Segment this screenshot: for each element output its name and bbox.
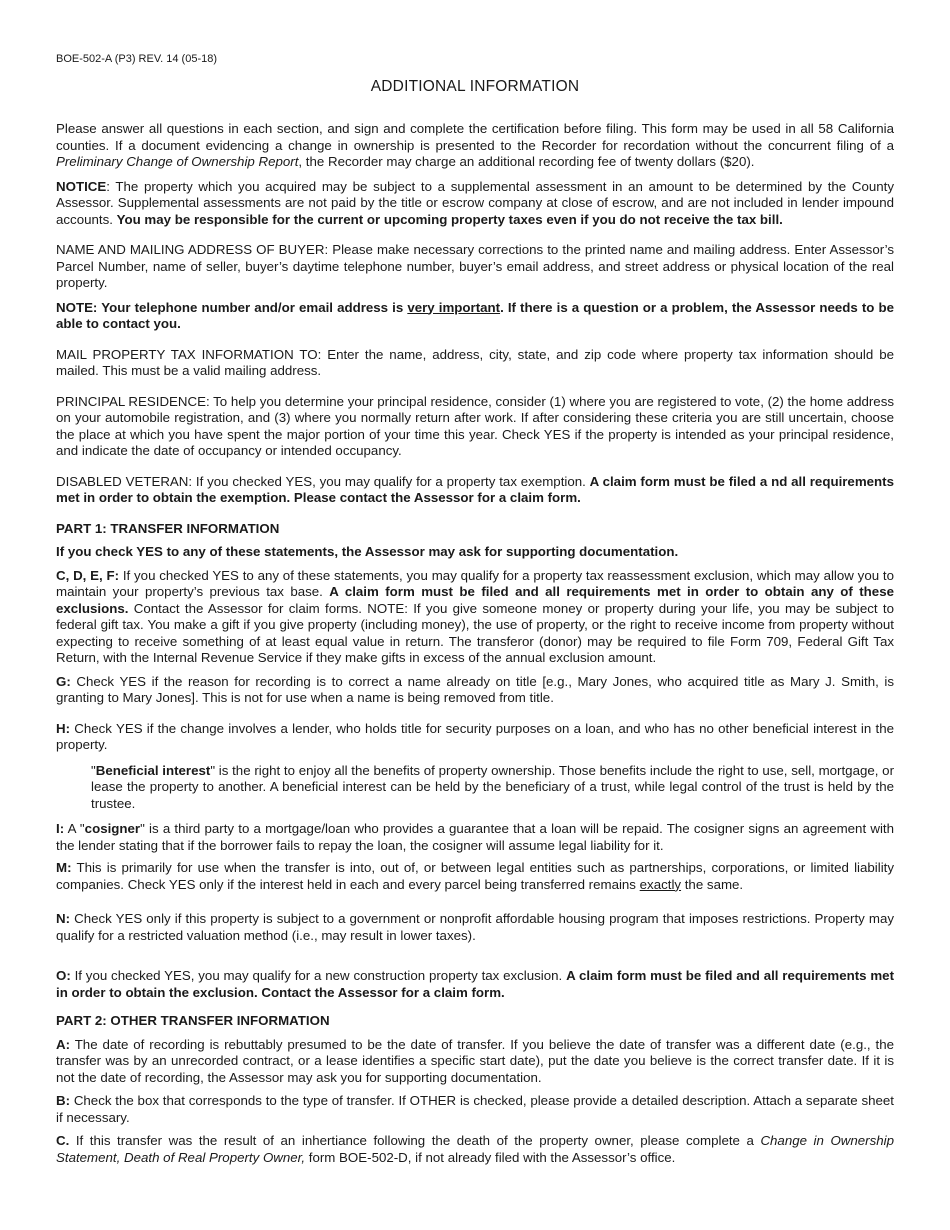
form-id: BOE-502-A (P3) REV. 14 (05-18) [56,53,218,65]
notice-label: NOTICE [56,178,107,194]
part2-c-paragraph [56,1133,894,1166]
part2-heading: PART 2: OTHER TRANSFER INFORMATION [56,1013,330,1028]
part2-b-paragraph [56,1093,894,1126]
m-text: This is primarily for use when the transfer is into, out of, or between legal entities such as partnerships, corporations, or limited liability companies. Check YES only if the interest held in each and every parcel being transferred remains [56,860,894,892]
m-text-end: the same. [681,876,744,892]
part2-a-label: A: [56,1036,71,1052]
m-underline: exactly [639,876,682,892]
o-paragraph [56,968,894,1001]
m-label: M: [56,860,72,875]
h-text: Check YES if the change involves a lender, who holds title for security purposes on a loan, and who has no other beneficial interest in the property. [56,720,894,752]
note-underline: very important [407,299,501,315]
principal-residence-paragraph: PRINCIPAL RESIDENCE: To help you determine your principal residence, consider (1) where you are registered to vote, (2) the home address on your automobile registration, and (3) where you normally return after work. If after considering these criteria you are still uncertain, choose the place at which you have spent the major portion of your time this year. Check YES if the property is intended as your principal residence, and indicate the date of occupancy or intended occupancy. [56,393,894,458]
g-text: Check YES if the reason for recording is to correct a name already on title [e.g., Mary Jones, who acquired title as Mary J. Smith, is granting to Mary Jones]. This is not for use when a name is being removed from title. [56,673,894,705]
notice-paragraph [56,179,894,229]
part2-c-form-title: Change in Ownership Statement, Death of Real Property Owner, [56,1133,895,1165]
cdef-bold-text: A claim form must be filed and all requirements met in order to obtain any of these exclusions. [56,584,894,616]
i-text-end: " is a third party to a mortgage/loan who provides a guarantee that a loan will be repaid. The cosigner signs an agreement with the lender stating that if the borrower fails to repay the loan, the cosigner will assume legal liability for it. [56,821,894,853]
o-bold-text: A claim form must be filed and all requirements met in order to obtain the exclusion. Contact the Assessor for a claim form. [56,968,895,1000]
g-paragraph [56,674,894,707]
note-text: NOTE: Your telephone number and/or email address is [56,299,408,315]
page-title: ADDITIONAL INFORMATION [370,78,580,95]
part2-b-text: Check the box that corresponds to the type of transfer. If OTHER is checked, please provide a detailed description. Attach a separate sheet if necessary. [56,1093,894,1125]
part2-b-label: B: [56,1093,71,1108]
m-paragraph [56,860,894,893]
beneficial-interest-paragraph [91,763,894,813]
intro-paragraph [56,121,894,171]
cdef-label: C, D, E, F: [56,567,120,583]
h-label: H: [56,720,71,736]
i-label: I: [56,821,65,836]
document-body [56,121,894,1166]
note-paragraph [56,300,894,333]
cdef-paragraph [56,568,894,667]
intro-report-title: Preliminary Change of Ownership Report [56,154,299,169]
part2-a-text: The date of recording is rebuttably presumed to be the date of transfer. If you believe the date of transfer was a different date (e.g., the transfer was by an unrecorded contract, or a lease identifies a specific start date), put the date you believe is the correct transfer date. If it is not the date of recording, the Assessor may ask you for supporting documentation. [56,1036,894,1085]
mail-tax-paragraph: MAIL PROPERTY TAX INFORMATION TO: Enter the name, address, city, state, and zip code where property tax information should be mailed. This must be a valid mailing address. [56,346,894,378]
veteran-text: DISABLED VETERAN: If you checked YES, you may qualify for a property tax exemption. [56,473,590,489]
part2-a-paragraph [56,1037,894,1087]
part1-subheading: If you check YES to any of these statements, the Assessor may ask for supporting documentation. [56,544,679,559]
n-text: Check YES only if this property is subject to a government or nonprofit affordable housing program that imposes restrictions. Property may qualify for a restricted valuation method (i.e., may result in lower taxes). [56,911,894,943]
o-label: O: [56,968,71,983]
n-paragraph [56,911,894,944]
disabled-veteran-paragraph [56,474,894,507]
beneficial-text: is the right to enjoy all the benefits of property ownership. Those benefits include the right to use, sell, mortgage, or lease the property to another. A beneficial interest can be held by the beneficiary of a trust, while legal control of the trust is held by the trustee. [91,762,894,811]
notice-text: : The property which you acquired may be subject to a supplemental assessment in an amount to be determined by the County Assessor. Supplemental assessments are not paid by the title or escrow company at close of escrow, and are not included in lender impound accounts. [56,178,894,227]
name-mailing-paragraph: NAME AND MAILING ADDRESS OF BUYER: Please make necessary corrections to the printed name and mailing address. Enter Assessor’s Parcel Number, name of seller, buyer’s daytime telephone number, buyer’s email address, and street address or physical location of the real property. [56,242,894,290]
intro-text: Please answer all questions in each section, and sign and complete the certification before filing. This form may be used in all 58 California counties. If a document evidencing a change in ownership is presented to the Recorder for recordation without the concurrent filing of a [56,121,894,153]
notice-bold-text: You may be responsible for the current or upcoming property taxes even if you do not receive the tax bill. [116,211,783,227]
part2-c-text-end: form BOE-502-D, if not already filed with the Assessor’s office. [305,1149,676,1165]
i-paragraph [56,821,894,854]
i-text: A " [64,821,85,836]
cdef-text: If you checked YES to any of these statements, you may qualify for a property tax reassessment exclusion, which may allow you to maintain your property’s previous tax base. [56,567,894,599]
o-text: If you checked YES, you may qualify for a new construction property tax exclusion. [70,968,567,983]
veteran-bold-text: A claim form must be filed a nd all requirements met in order to obtain the exemption. Please contact the Assessor for a claim form. [56,473,894,505]
part2-c-label: C. [56,1133,70,1148]
part1-heading: PART 1: TRANSFER INFORMATION [56,520,280,536]
h-paragraph [56,721,894,754]
intro-text-end: , the Recorder may charge an additional recording fee of twenty dollars ($20). [298,154,755,169]
part2-c-text: If this transfer was the result of an inhertiance following the death of the property owner, please complete a [69,1133,761,1148]
beneficial-quote-open: " [91,762,96,778]
cdef-text-end: Contact the Assessor for claim forms. NOTE: If you give someone money or property during your life, you may be subject to federal gift tax. You make a gift if you give property (including money), the use of property, or the right to receive income from property without expecting to receive something of at least equal value in return. The transferor (donor) may be required to file Form 709, Federal Gift Tax Return, with the Internal Revenue Service if they make gifts in excess of the annual exclusion amount. [56,600,894,665]
cosigner-term: cosigner [84,821,141,836]
g-label: G: [56,673,71,689]
beneficial-term: Beneficial interest [95,762,211,778]
note-text-end: . If there is a question or a problem, the Assessor needs to be able to contact you. [56,299,894,331]
beneficial-quote-close: " [210,762,216,778]
n-label: N: [56,911,71,926]
